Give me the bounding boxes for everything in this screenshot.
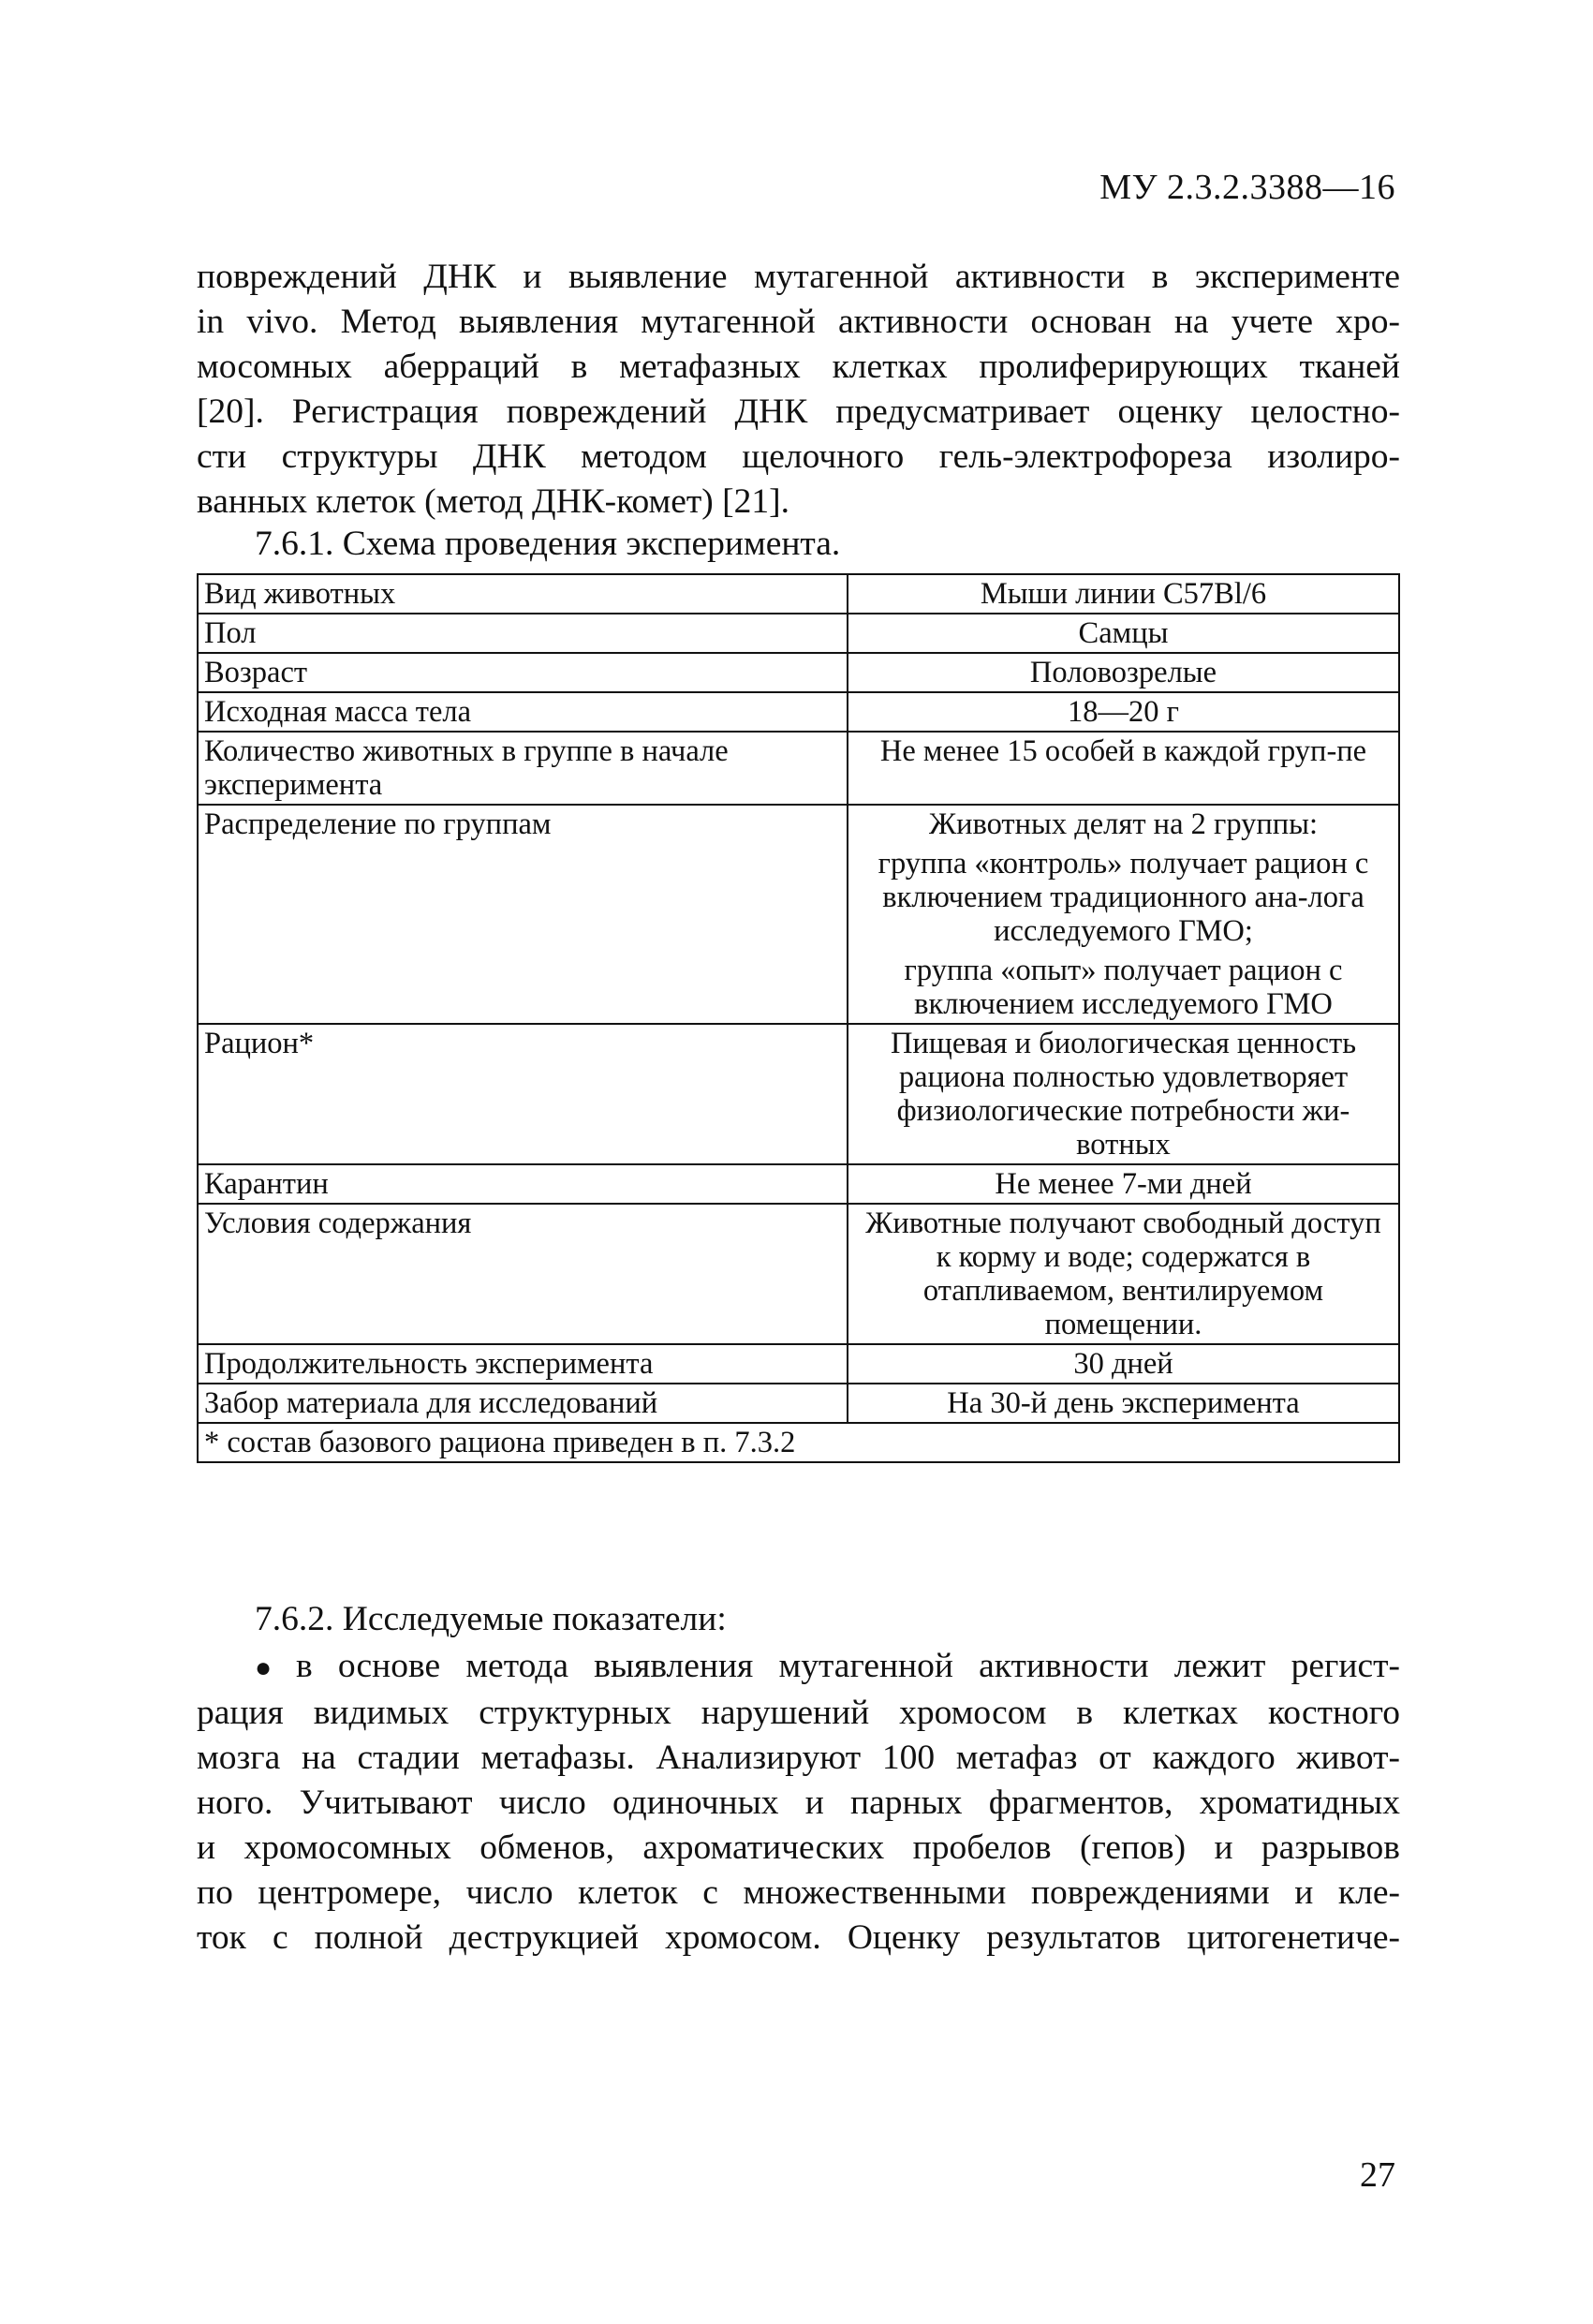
table-row (198, 1024, 1399, 1164)
value-cell (848, 692, 1399, 732)
value-cell (848, 1024, 1399, 1164)
text-line: по центромере, число клеток с множественными повреждениями и кле- (197, 1873, 1400, 1912)
text-line: рация видимых структурных нарушений хромосом в клетках костного (197, 1694, 1400, 1732)
value-text: Пищевая и биологическая ценность рациона полностью удовлетворяет физиологические потребности жи-вотных (890, 1027, 1357, 1162)
text-line: повреждений ДНК и выявление мутагенной активности в эксперименте (197, 258, 1400, 296)
text-line: in vivo. Метод выявления мутагенной активности основан на учете хро- (197, 303, 1400, 341)
text-line-content: в основе метода выявления мутагенной активности лежит регист- (295, 1647, 1400, 1685)
table-row (198, 805, 1399, 1024)
parameter-cell: Распределение по группам (198, 805, 848, 1024)
table-row (198, 1384, 1399, 1423)
value-cell (848, 1164, 1399, 1204)
table-footnote: * состав базового рациона приведен в п. 7.3.2 (198, 1423, 1399, 1462)
parameter-cell: Рацион* (198, 1024, 848, 1164)
text-line (197, 1644, 1400, 1691)
value-text: Не менее 15 особей в каждой груп-пе (879, 734, 1367, 768)
table-row (198, 692, 1399, 732)
value-text: 18—20 г (1068, 695, 1179, 729)
value-cell (848, 805, 1399, 1024)
value-text: Мыши линии C57Bl/6 (980, 577, 1267, 611)
section-heading-7-6-2: 7.6.2. Исследуемые показатели: (255, 1600, 727, 1638)
text-line: [20]. Регистрация повреждений ДНК предусматривает оценку целостно- (197, 392, 1400, 431)
value-cell (848, 1344, 1399, 1384)
value-cell (848, 732, 1399, 805)
text-line: сти структуры ДНК методом щелочного гель-электрофореза изолиро- (197, 437, 1400, 476)
text-line: мозга на стадии метафазы. Анализируют 100 метафаз от каждого живот- (197, 1739, 1400, 1777)
parameter-cell: Условия содержания (198, 1204, 848, 1344)
bullet-icon: ● (255, 1652, 288, 1683)
value-cell (848, 574, 1399, 614)
text-line: ванных клеток (метод ДНК-комет) [21]. (197, 482, 789, 521)
table-footnote-row (198, 1423, 1399, 1462)
parameter-cell: Продолжительность эксперимента (198, 1344, 848, 1384)
parameter-cell: Карантин (198, 1164, 848, 1204)
page-number: 27 (1360, 2155, 1395, 2195)
value-text: 30 дней (1073, 1347, 1173, 1381)
section-heading-7-6-1: 7.6.1. Схема проведения эксперимента. (255, 525, 841, 563)
value-text: Не менее 7-ми дней (995, 1167, 1252, 1201)
text-line: и хромосомных обменов, ахроматических пробелов (гепов) и разрывов (197, 1828, 1400, 1867)
text-line: мосомных аберраций в метафазных клетках пролиферирующих тканей (197, 348, 1400, 386)
experiment-schema-table (197, 573, 1400, 1463)
table-row (198, 732, 1399, 805)
document-code: МУ 2.3.2.3388—16 (1099, 168, 1395, 207)
intro-paragraph (197, 255, 1400, 525)
parameter-cell: Количество животных в группе в начале эксперимента (198, 732, 848, 805)
table-row (198, 1164, 1399, 1204)
table-row (198, 574, 1399, 614)
value-text: Животных делят на 2 группы: (928, 807, 1319, 841)
table-row (198, 614, 1399, 653)
table-row (198, 1204, 1399, 1344)
value-text: Животные получают свободный доступ к корму и воде; содержатся в отапливаемом, вентилируемом помещении. (865, 1206, 1381, 1341)
value-cell (848, 653, 1399, 692)
value-cell (848, 1204, 1399, 1344)
table-row (198, 653, 1399, 692)
text-line: ного. Учитывают число одиночных и парных фрагментов, хроматидных (197, 1784, 1400, 1822)
value-cell (848, 1384, 1399, 1423)
parameter-cell: Вид животных (198, 574, 848, 614)
table-row (198, 1344, 1399, 1384)
value-text: Половозрелые (1029, 656, 1217, 689)
value-text: Самцы (1078, 616, 1169, 650)
parameter-cell: Исходная масса тела (198, 692, 848, 732)
value-text: группа «контроль» получает рацион с включением традиционного ана-лога исследуемого ГМО; (878, 847, 1369, 948)
parameter-cell: Возраст (198, 653, 848, 692)
value-text: группа «опыт» получает рацион с включением исследуемого ГМО (904, 954, 1343, 1021)
parameter-cell: Пол (198, 614, 848, 653)
value-text: На 30-й день эксперимента (947, 1386, 1300, 1420)
text-line: ток с полной деструкцией хромосом. Оценку результатов цитогенетиче- (197, 1918, 1400, 1957)
analysis-paragraph (197, 1644, 1400, 1961)
parameter-cell: Забор материала для исследований (198, 1384, 848, 1423)
value-cell (848, 614, 1399, 653)
